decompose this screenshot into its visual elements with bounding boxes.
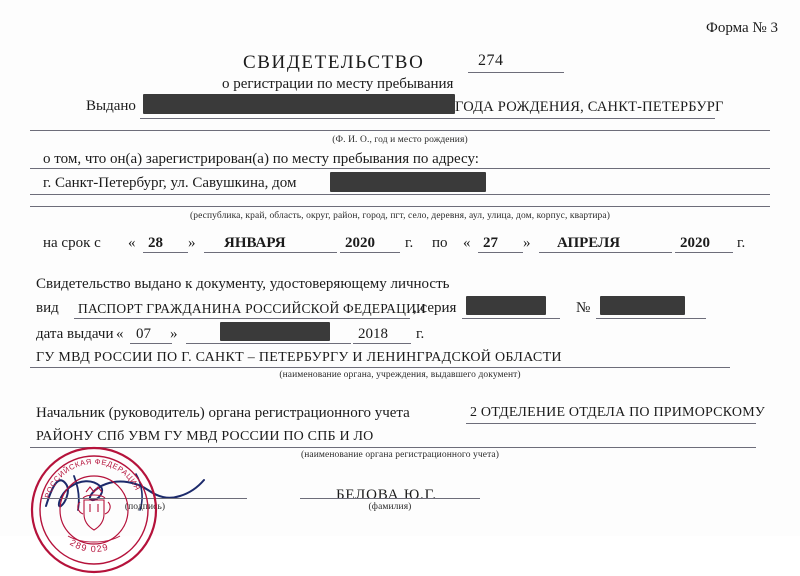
term-to-god: г. xyxy=(737,235,746,251)
family-name-caption: (фамилия) xyxy=(368,502,412,512)
term-from-day-rule xyxy=(143,252,188,253)
page-subtitle: о регистрации по месту пребывания xyxy=(222,76,454,92)
term-from-god: г. xyxy=(405,235,414,251)
redaction-issue-month xyxy=(220,322,330,341)
identity-issue-year-rule xyxy=(353,343,411,344)
statement-rule xyxy=(30,168,770,169)
redaction-name xyxy=(143,94,455,114)
address-rule-2 xyxy=(30,206,770,207)
term-from-year-rule xyxy=(340,252,400,253)
identity-intro: Свидетельство выдано к документу, удостоверяющему личность xyxy=(36,276,450,292)
term-to-label: по xyxy=(432,235,448,251)
identity-issue-date-label: дата выдачи xyxy=(36,326,114,342)
quote-close-2: » xyxy=(523,235,531,251)
redaction-address xyxy=(330,172,486,192)
term-from-day: 28 xyxy=(148,235,163,251)
quote-open-2: « xyxy=(463,235,471,251)
identity-type-value: ПАСПОРТ ГРАЖДАНИНА РОССИЙСКОЙ ФЕДЕРАЦИИ xyxy=(78,301,426,316)
fio-caption: (Ф. И. О., год и место рождения) xyxy=(332,135,468,145)
registration-statement: о том, что он(а) зарегистрирован(а) по месту пребывания по адресу: xyxy=(43,151,479,167)
term-from-year: 2020 xyxy=(345,235,375,251)
address-value: г. Санкт-Петербург, ул. Савушкина, дом xyxy=(43,175,297,191)
identity-series-rule xyxy=(462,318,560,319)
quote-close-3: » xyxy=(170,326,178,342)
chief-org-caption: (наименование органа регистрационного учета) xyxy=(300,450,500,460)
family-name-rule xyxy=(300,498,480,499)
identity-authority-rule xyxy=(30,367,730,368)
redaction-number xyxy=(600,296,685,315)
svg-text:289 029: 289 029 xyxy=(68,537,111,555)
quote-close-1: » xyxy=(188,235,196,251)
chief-org-line-2: РАЙОНУ СПб УВМ ГУ МВД РОССИИ ПО СПБ И ЛО xyxy=(36,429,374,444)
certificate-number: 274 xyxy=(478,52,504,69)
redaction-series xyxy=(466,296,546,315)
identity-issue-day-rule xyxy=(130,343,172,344)
term-to-month-rule xyxy=(539,252,672,253)
signature-caption: (подпись) xyxy=(124,502,166,512)
identity-issue-year: 2018 xyxy=(358,326,388,342)
identity-number-label: № xyxy=(576,300,591,316)
issued-label: Выдано xyxy=(86,98,136,114)
identity-issue-day: 07 xyxy=(136,326,151,342)
identity-type-rule xyxy=(74,318,410,319)
term-from-label: на срок с xyxy=(43,235,101,251)
form-number: Форма № 3 xyxy=(706,20,778,36)
fio-rule xyxy=(30,130,770,131)
address-rule-1 xyxy=(30,194,770,195)
term-to-year-rule xyxy=(675,252,733,253)
term-to-day: 27 xyxy=(483,235,498,251)
term-to-day-rule xyxy=(478,252,523,253)
chief-org-line-1: 2 ОТДЕЛЕНИЕ ОТДЕЛА ПО ПРИМОРСКОМУ xyxy=(470,405,765,420)
term-to-year: 2020 xyxy=(680,235,710,251)
certificate-number-rule xyxy=(468,72,564,73)
issued-rule xyxy=(140,118,715,119)
quote-open-1: « xyxy=(128,235,136,251)
chief-org-rule-1 xyxy=(466,423,756,424)
identity-issue-month-rule xyxy=(186,343,351,344)
term-from-month: ЯНВАРЯ xyxy=(224,235,286,251)
term-from-month-rule xyxy=(204,252,337,253)
quote-open-3: « xyxy=(116,326,124,342)
identity-type-label: вид xyxy=(36,300,59,316)
identity-number-rule xyxy=(596,318,706,319)
address-caption: (республика, край, область, округ, район, город, пгт, село, деревня, аул, улица, дом, корпус, квартира) xyxy=(189,211,610,221)
chief-label: Начальник (руководитель) органа регистрационного учета xyxy=(36,405,410,421)
identity-issue-god: г. xyxy=(416,326,425,342)
official-stamp xyxy=(28,444,160,576)
identity-authority-caption: (наименование органа, учреждения, выдавшего документ) xyxy=(279,370,521,380)
chief-family-name: БЕЛОВА Ю.Г. xyxy=(336,487,437,503)
term-to-month: АПРЕЛЯ xyxy=(557,235,621,251)
page-title: СВИДЕТЕЛЬСТВО xyxy=(243,52,425,73)
svg-text:РОССИЙСКАЯ ФЕДЕРАЦИЯ: РОССИЙСКАЯ ФЕДЕРАЦИЯ xyxy=(42,456,143,500)
identity-authority: ГУ МВД РОССИИ ПО Г. САНКТ – ПЕТЕРБУРГУ И ЛЕНИНГРАДСКОЙ ОБЛАСТИ xyxy=(36,350,562,365)
issued-birth-place: ГОДА РОЖДЕНИЯ, САНКТ-ПЕТЕРБУРГ xyxy=(455,99,724,115)
identity-series-label: , серия xyxy=(413,300,457,316)
